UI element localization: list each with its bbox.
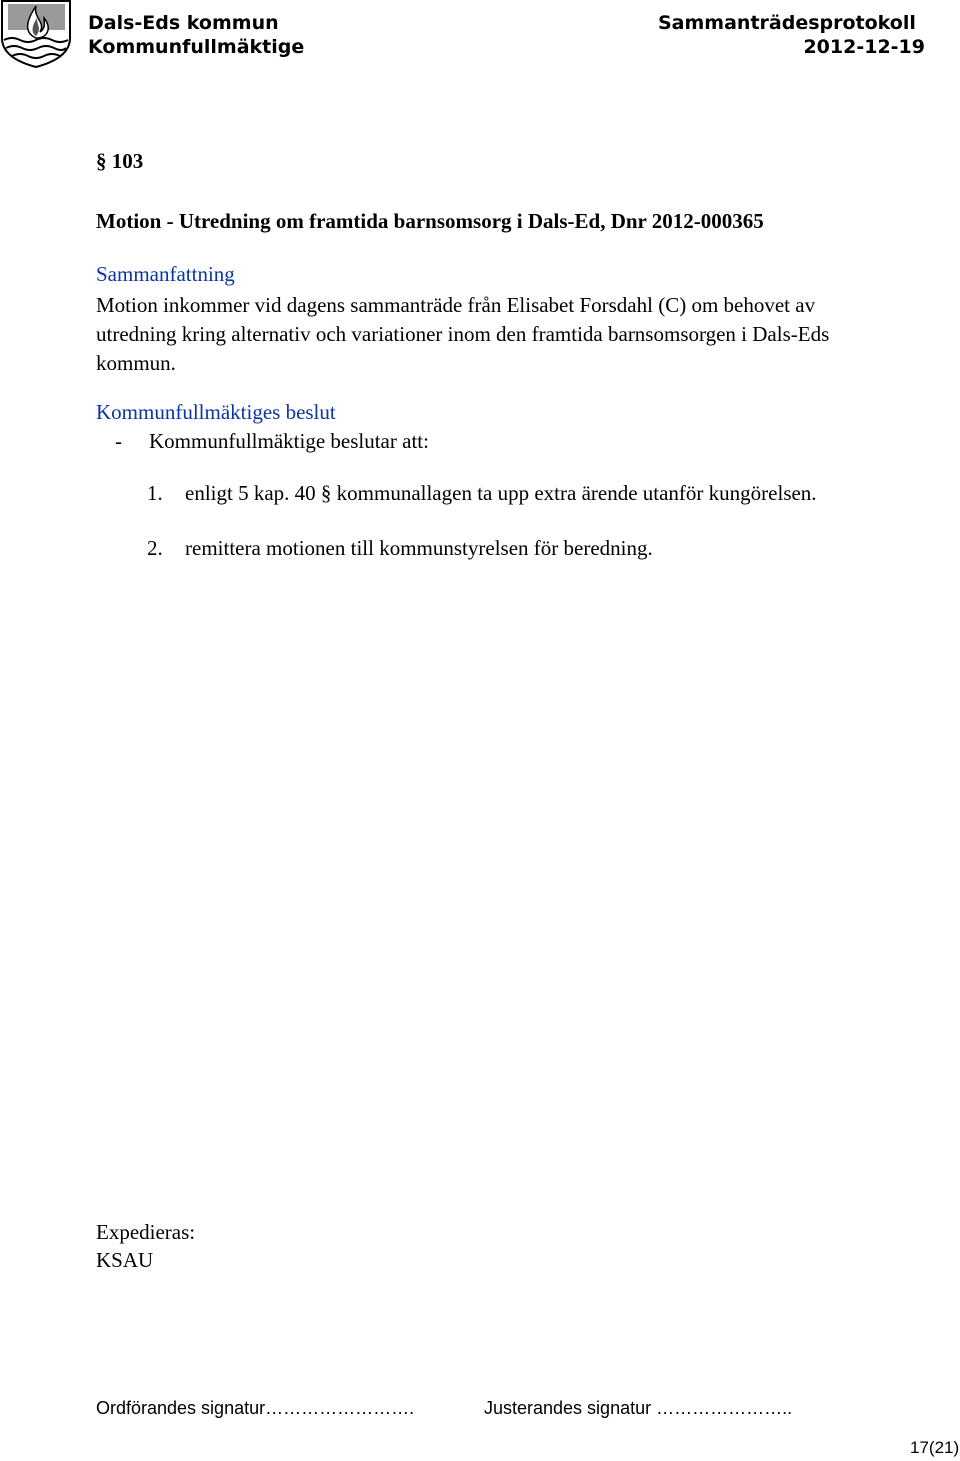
item-number: 2. [147,536,163,560]
decision-item [147,481,817,506]
header-right [658,11,925,59]
section-number: § 103 [96,149,144,173]
list-dash: - [115,429,122,453]
item-text: remittera motionen till kommunstyrelsen för beredning. [185,536,653,560]
header-left [88,11,304,59]
organization-name: Dals-Eds kommun [88,12,279,34]
decision-intro [115,429,429,454]
adjuster-signature-line: Justerandes signatur ………………….. [484,1398,793,1418]
item-text: enligt 5 kap. 40 § kommunallagen ta upp extra ärende utanför kungörelsen. [185,481,817,505]
dispatch-recipient: KSAU [96,1248,154,1272]
dispatch-block [96,1218,195,1274]
decision-intro-text: Kommunfullmäktige beslutar att: [149,429,429,453]
summary-heading: Sammanfattning [96,262,235,286]
dispatch-label: Expedieras: [96,1220,196,1244]
motion-title: Motion - Utredning om framtida barnsomsorg i Dals-Ed, Dnr 2012-000365 [96,209,764,233]
decision-item [147,536,653,561]
document-type: Sammanträdesprotokoll [658,12,916,34]
summary-line: utredning kring alternativ och variationer inom den framtida barnsomsorgen i Dals-Eds [96,322,830,346]
summary-line: kommun. [96,351,176,375]
decision-heading: Kommunfullmäktiges beslut [96,400,336,424]
municipal-coat-of-arms [0,0,72,68]
summary-text [96,291,926,378]
item-number: 1. [147,481,163,505]
page-number: 17(21) [910,1438,960,1457]
meeting-date: 2012-12-19 [803,36,925,58]
chair-signature-line: Ordförandes signatur……………………. [96,1398,415,1418]
council-name: Kommunfullmäktige [88,36,305,58]
summary-line: Motion inkommer vid dagens sammanträde från Elisabet Forsdahl (C) om behovet av [96,293,816,317]
